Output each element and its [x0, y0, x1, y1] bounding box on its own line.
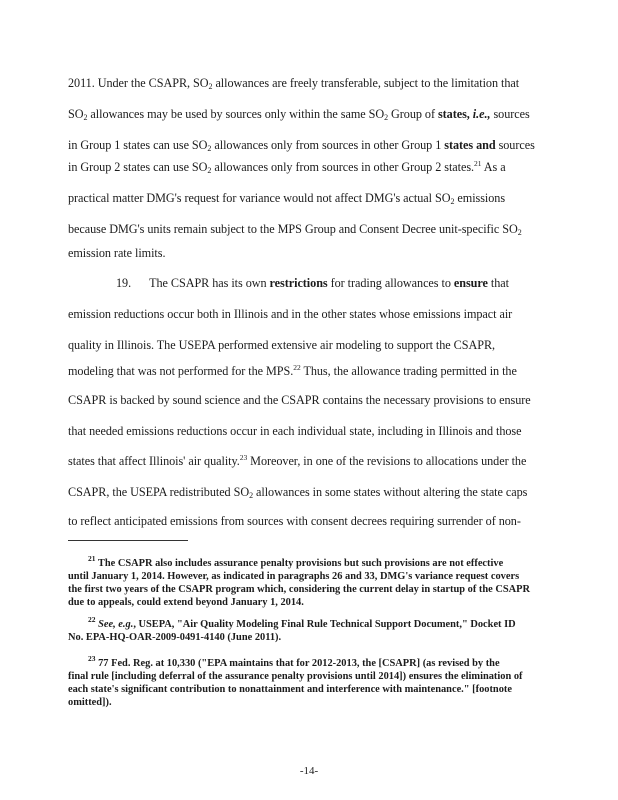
- body-line-14: states that affect Illinois' air quality.$^{23}$ Moreover, in one of the revisions to allocations under the: [68, 453, 527, 468]
- body-line-16: to reflect anticipated emissions from sources with consent decrees requiring surrender of non-: [68, 514, 521, 528]
- footnote-23-number: 23: [88, 654, 96, 663]
- body-line-4: in Group 2 states can use $SO_2$ allowances only from sources in other Group 2 states.$^{21}$ As a: [68, 159, 506, 175]
- body-line-5: practical matter DMG's request for variance would not affect DMG's actual $SO_2$ emissions: [68, 191, 506, 206]
- footnote-separator: [68, 540, 188, 541]
- footnote-22-number: 22: [88, 615, 96, 624]
- footnote-23-line-3: each state's significant contribution to nonattainment and interference with maintenance." [footnote: [68, 684, 512, 695]
- footnote-21-line-1: $^{21}$ The CSAPR also includes assurance penalty provisions but such provisions are not effective: [88, 554, 504, 569]
- body-line-13: that needed emissions reductions occur in each individual state, including in Illinois and those: [68, 424, 522, 438]
- footnote-21-line-2: until January 1, 2014. However, as indicated in paragraphs 26 and 33, DMG's variance request covers: [68, 571, 520, 582]
- body-line-10: quality in Illinois. The USEPA performed extensive air modeling to support the CSAPR,: [68, 338, 496, 352]
- body-line-11: modeling that was not performed for the MPS.$^{22}$ Thus, the allowance trading permitted in the: [68, 363, 517, 378]
- body-line-7: emission rate limits.: [68, 246, 166, 260]
- footnote-22-line-1: $^{22}$ See, e.g., USEPA, "Air Quality Modeling Final Rule Technical Support Document," Docket ID: [88, 615, 516, 630]
- body-line-3: in Group 1 states can use $SO_2$ allowances only from sources in other Group 1 states and sources: [68, 138, 535, 153]
- body-line-15: CSAPR, the USEPA redistributed $SO_2$ allowances in some states without altering the state caps: [68, 485, 528, 500]
- page-number: -14-: [299, 765, 319, 777]
- body-line-12: CSAPR is backed by sound science and the CSAPR contains the necessary provisions to ensure: [68, 393, 531, 407]
- footnote-23-line-4: omitted]).: [68, 697, 112, 708]
- footnote-ref-23: 23: [239, 453, 248, 462]
- footnote-22-line-2: No. EPA-HQ-OAR-2009-0491-4140 (June 2011).: [68, 632, 282, 643]
- footnote-ref-22: 22: [293, 363, 301, 372]
- body-line-9: emission reductions occur both in Illinois and in the other states whose emissions impact air: [68, 307, 513, 321]
- body-line-2: $SO_2$ allowances may be used by sources only within the same $SO_2$ Group of states, i.e., sources: [68, 107, 530, 122]
- footnote-21-line-4: due to appeals, could extend beyond January 1, 2014.: [68, 597, 304, 608]
- footnote-ref-21: 21: [474, 159, 482, 168]
- paragraph-19-start: 19. The CSAPR has its own restrictions for trading allowances to ensure that: [116, 276, 509, 290]
- footnote-23-line-1: $^{23}$ 77 Fed. Reg. at 10,330 ("EPA maintains that for 2012-2013, the [CSAPR] (as revised by the: [88, 654, 500, 669]
- footnote-21-number: 21: [88, 554, 96, 563]
- body-line-1: 2011. Under the CSAPR, $SO_2$ allowances are freely transferable, subject to the limitation that: [68, 76, 520, 91]
- body-line-6: because DMG's units remain subject to the MPS Group and Consent Decree unit-specific $SO_2$: [68, 222, 522, 237]
- footnote-23-line-2: final rule [including deferral of the assurance penalty provisions until 2014]) ensures the elimination of: [68, 671, 523, 682]
- paragraph-number: 19.: [116, 276, 132, 290]
- footnote-21-line-3: the first two years of the CSAPR program which, considering the current delay in startup of the CSAPR: [68, 584, 530, 595]
